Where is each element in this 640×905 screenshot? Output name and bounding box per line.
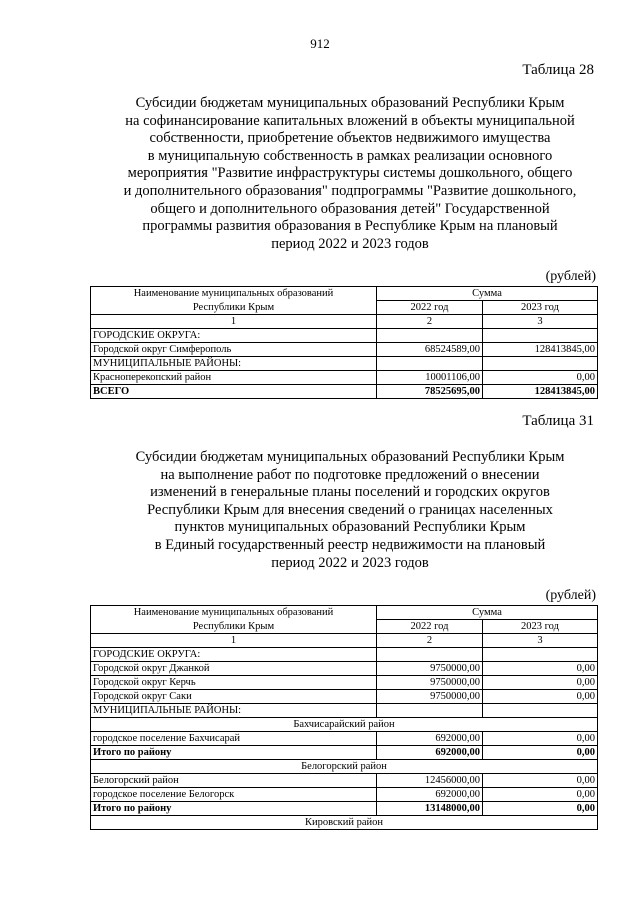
heading-line: Субсидии бюджетам муниципальных образований Республики Крым [135, 449, 565, 465]
row-name: ГОРОДСКИЕ ОКРУГА: [91, 648, 377, 662]
table-row [91, 371, 598, 385]
table-28-unit: (рублей) [545, 269, 596, 284]
heading-line: в Единый государственный реестр недвижимости на плановый [154, 536, 546, 553]
table-31-unit: (рублей) [545, 588, 596, 603]
table-row [91, 774, 598, 788]
heading-line: Республики Крым для внесения сведений о границах населенных [147, 501, 553, 518]
table-row [91, 732, 598, 746]
subtotal-row [91, 802, 598, 816]
row-name: Итого по району [91, 746, 377, 760]
row-value-2022: 692000,00 [377, 746, 483, 760]
header-year-2023: 2023 год [483, 301, 598, 315]
row-value-2023 [483, 329, 598, 343]
section-title: Белогорский район [91, 760, 598, 774]
table-31-label: Таблица 31 [522, 413, 594, 429]
table-row [91, 676, 598, 690]
row-value-2023: 0,00 [483, 788, 598, 802]
section-row [91, 718, 598, 732]
column-number: 1 [91, 634, 377, 648]
row-name: Красноперекопский район [91, 371, 377, 385]
table-row [91, 662, 598, 676]
row-value-2022 [377, 704, 483, 718]
column-number: 2 [377, 315, 483, 329]
table-row [91, 329, 598, 343]
section-row [91, 816, 598, 830]
row-name: ВСЕГО [91, 385, 377, 399]
row-name: ГОРОДСКИЕ ОКРУГА: [91, 329, 377, 343]
row-value-2023: 0,00 [483, 774, 598, 788]
row-value-2022: 692000,00 [377, 732, 483, 746]
heading-line: мероприятия "Развитие инфраструктуры системы дошкольного, общего [127, 165, 573, 182]
row-value-2023: 0,00 [483, 662, 598, 676]
heading-line: изменений в генеральные планы поселений и городских округов [150, 484, 550, 501]
row-value-2023 [483, 357, 598, 371]
heading-line: общего и дополнительного образования детей" Государственной [150, 200, 550, 217]
heading-line: в муниципальную собственность в рамках реализации основного [147, 147, 553, 164]
row-value-2022: 68524589,00 [377, 343, 483, 357]
table-row [91, 357, 598, 371]
row-value-2022: 692000,00 [377, 788, 483, 802]
heading-line: Субсидии бюджетам муниципальных образований Республики Крым [135, 95, 565, 111]
row-name: городское поселение Белогорск [91, 788, 377, 802]
heading-line: на софинансирование капитальных вложений в объекты муниципальной [125, 112, 575, 129]
row-value-2022 [377, 357, 483, 371]
row-value-2023: 0,00 [483, 690, 598, 704]
row-name: Белогорский район [91, 774, 377, 788]
row-name: Городской округ Симферополь [91, 343, 377, 357]
section-title: Кировский район [91, 816, 598, 830]
row-value-2022: 9750000,00 [377, 690, 483, 704]
heading-line: и дополнительного образования" подпрограммы "Развитие дошкольного, [123, 182, 577, 199]
row-value-2022: 13148000,00 [377, 802, 483, 816]
total-row [91, 385, 598, 399]
row-name: Городской округ Керчь [91, 676, 377, 690]
table-28 [90, 286, 598, 399]
header-name-line2: Республики Крым [91, 301, 377, 315]
row-value-2022: 78525695,00 [377, 385, 483, 399]
row-value-2022: 9750000,00 [377, 662, 483, 676]
column-number: 2 [377, 634, 483, 648]
row-value-2023: 0,00 [483, 371, 598, 385]
row-value-2022: 9750000,00 [377, 676, 483, 690]
page-number: 912 [310, 36, 330, 51]
row-value-2023 [483, 648, 598, 662]
row-name: городское поселение Бахчисарай [91, 732, 377, 746]
row-value-2022: 10001106,00 [377, 371, 483, 385]
row-value-2023: 0,00 [483, 676, 598, 690]
subtotal-row [91, 746, 598, 760]
table-row [91, 343, 598, 357]
table-28-heading [90, 95, 610, 253]
header-year-2022: 2022 год [377, 620, 483, 634]
table-31-heading [90, 449, 610, 572]
heading-line: период 2022 и 2023 годов [271, 554, 429, 571]
row-name: МУНИЦИПАЛЬНЫЕ РАЙОНЫ: [91, 704, 377, 718]
table-row [91, 648, 598, 662]
table-31 [90, 605, 598, 830]
row-name: Городской округ Саки [91, 690, 377, 704]
heading-line: программы развития образования в Республике Крым на плановый [142, 218, 558, 235]
column-number: 1 [91, 315, 377, 329]
heading-line: на выполнение работ по подготовке предложений о внесении [160, 466, 540, 483]
header-year-2022: 2022 год [377, 301, 483, 315]
header-name-line1: Наименование муниципальных образований [91, 606, 377, 620]
row-value-2022 [377, 329, 483, 343]
row-value-2023: 128413845,00 [483, 385, 598, 399]
row-value-2023: 0,00 [483, 802, 598, 816]
row-name: МУНИЦИПАЛЬНЫЕ РАЙОНЫ: [91, 357, 377, 371]
heading-line: собственности, приобретение объектов недвижимого имущества [149, 130, 551, 147]
section-title: Бахчисарайский район [91, 718, 598, 732]
header-sum: Сумма [377, 606, 598, 620]
row-value-2022 [377, 648, 483, 662]
table-row [91, 788, 598, 802]
table-row [91, 704, 598, 718]
row-value-2022: 12456000,00 [377, 774, 483, 788]
header-name-line2: Республики Крым [91, 620, 377, 634]
row-value-2023: 0,00 [483, 746, 598, 760]
column-number: 3 [483, 634, 598, 648]
heading-line: пунктов муниципальных образований Республики Крым [174, 519, 526, 536]
row-name: Городской округ Джанкой [91, 662, 377, 676]
table-28-label: Таблица 28 [522, 62, 594, 78]
section-row [91, 760, 598, 774]
header-sum: Сумма [377, 287, 598, 301]
table-row [91, 690, 598, 704]
row-value-2023: 0,00 [483, 732, 598, 746]
header-year-2023: 2023 год [483, 620, 598, 634]
heading-line: период 2022 и 2023 годов [271, 235, 429, 252]
column-number: 3 [483, 315, 598, 329]
header-name-line1: Наименование муниципальных образований [91, 287, 377, 301]
row-value-2023: 128413845,00 [483, 343, 598, 357]
row-value-2023 [483, 704, 598, 718]
row-name: Итого по району [91, 802, 377, 816]
